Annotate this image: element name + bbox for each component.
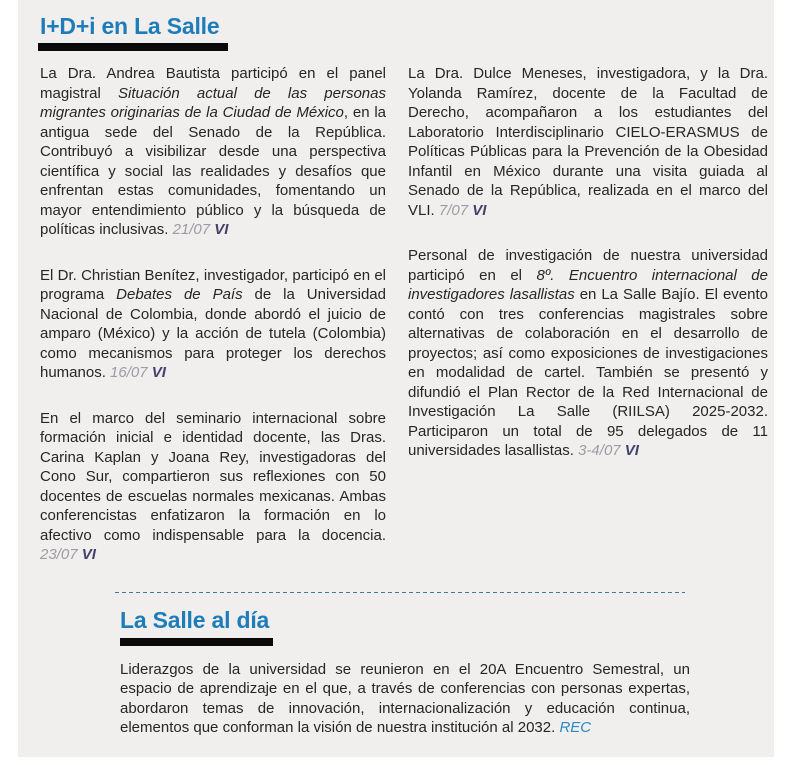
content-panel bbox=[18, 0, 774, 757]
news-paragraph bbox=[408, 64, 768, 220]
paragraph-text: de la Universidad Nacional de Colombia, donde abordó el juicio de amparo (México) y la acción de tutela (Colombia) como mecanismos para proteger los derechos humanos. bbox=[40, 286, 386, 381]
paragraph-text: El Dr. Christian Benítez, investigador, participó en el programa bbox=[40, 266, 386, 303]
date-stamp: 3-4/07 bbox=[578, 442, 625, 459]
paragraph-text: Personal de investigación de nuestra universidad participó en el bbox=[408, 247, 768, 284]
idi-right-column bbox=[408, 64, 768, 565]
date-stamp: 21/07 bbox=[172, 221, 215, 238]
news-paragraph bbox=[408, 246, 768, 461]
source-link[interactable]: VI bbox=[624, 442, 639, 459]
title-underline-bar bbox=[120, 638, 273, 646]
paragraph-text: en La Salle Bajío. El evento contó con tres conferencias magistrales sobre alternativas de colaboración en el desarrollo de proyectos; así como exposiciones de investigaciones en modalidad de cartel. También se presentó y difundió el Plan Rector de la Red Internacional de Investigación La Salle (RIILSA) 2025-2032. Participaron un total de 95 delegados de 11 universidades lasallistas. bbox=[408, 286, 768, 459]
idi-left-column bbox=[40, 64, 386, 565]
date-stamp: 7/07 bbox=[438, 201, 473, 219]
idi-section-title: I+D+i en La Salle bbox=[40, 13, 220, 39]
italic-title: 8º. Encuentro internacional de investigadores lasallistas bbox=[408, 266, 768, 303]
news-paragraph bbox=[120, 660, 690, 738]
source-link[interactable]: REC bbox=[559, 719, 592, 736]
source-link[interactable]: VI bbox=[472, 201, 487, 219]
date-stamp: 16/07 bbox=[110, 364, 152, 381]
italic-title: Situación actual de las personas migrantes originarias de la Ciudad de México bbox=[40, 84, 386, 121]
paragraph-text: , en la antigua sede del Senado de la República. Contribuyó a visibilizar desde una perspectiva científica y social las realidades y desafíos que enfrentan estas comunidades, fomentando un mayor entendimiento público y la búsqueda de políticas inclusivas. bbox=[40, 104, 386, 238]
title-underline-bar bbox=[38, 43, 228, 51]
date-stamp: 23/07 bbox=[40, 546, 82, 563]
alday-section bbox=[120, 607, 690, 738]
news-paragraph bbox=[40, 64, 386, 240]
alday-paragraphs bbox=[120, 660, 690, 738]
news-paragraph bbox=[40, 266, 386, 383]
italic-title: Debates de País bbox=[116, 286, 243, 303]
source-link[interactable]: VI bbox=[81, 546, 96, 563]
paragraph-text: La Dra. Andrea Bautista participó en el panel magistral bbox=[40, 65, 386, 102]
paragraph-text: En el marco del seminario internacional sobre formación inicial e identidad docente, las Dras. Carina Kaplan y Joana Rey, investigadoras del Cono Sur, compartieron sus reflexiones con 50 docentes de escuelas normales mexicanas. Ambas conferencistas enfatizaron la formación en lo afectivo como indispensable para la docencia. bbox=[40, 409, 386, 544]
source-link[interactable]: VI bbox=[214, 221, 229, 238]
paragraph-text: La Dra. Dulce Meneses, investigadora, y la Dra. Yolanda Ramírez, docente de la Facultad de Derecho, acompañaron a los estudiantes del Laboratorio Interdisciplinario CIELO-ERASMUS de Políticas Públicas para la Prevención de la Obesidad Infantil en México durante una visita guiada al Senado de la República, realizada en el marco del VLI. bbox=[408, 65, 768, 219]
dashed-divider-top bbox=[115, 592, 685, 594]
source-link[interactable]: VI bbox=[151, 364, 166, 381]
idi-columns bbox=[40, 64, 768, 565]
idi-section bbox=[18, 0, 774, 565]
alday-section-title: La Salle al día bbox=[120, 606, 270, 633]
news-paragraph bbox=[40, 409, 386, 565]
paragraph-text: Liderazgos de la universidad se reunieron en el 20A Encuentro Semestral, un espacio de aprendizaje en el que, a través de conferencias con personas expertas, abordaron temas de innovación, internacionalización y educación continua, elementos que conforman la visión de nuestra institución al 2032. bbox=[120, 660, 690, 736]
